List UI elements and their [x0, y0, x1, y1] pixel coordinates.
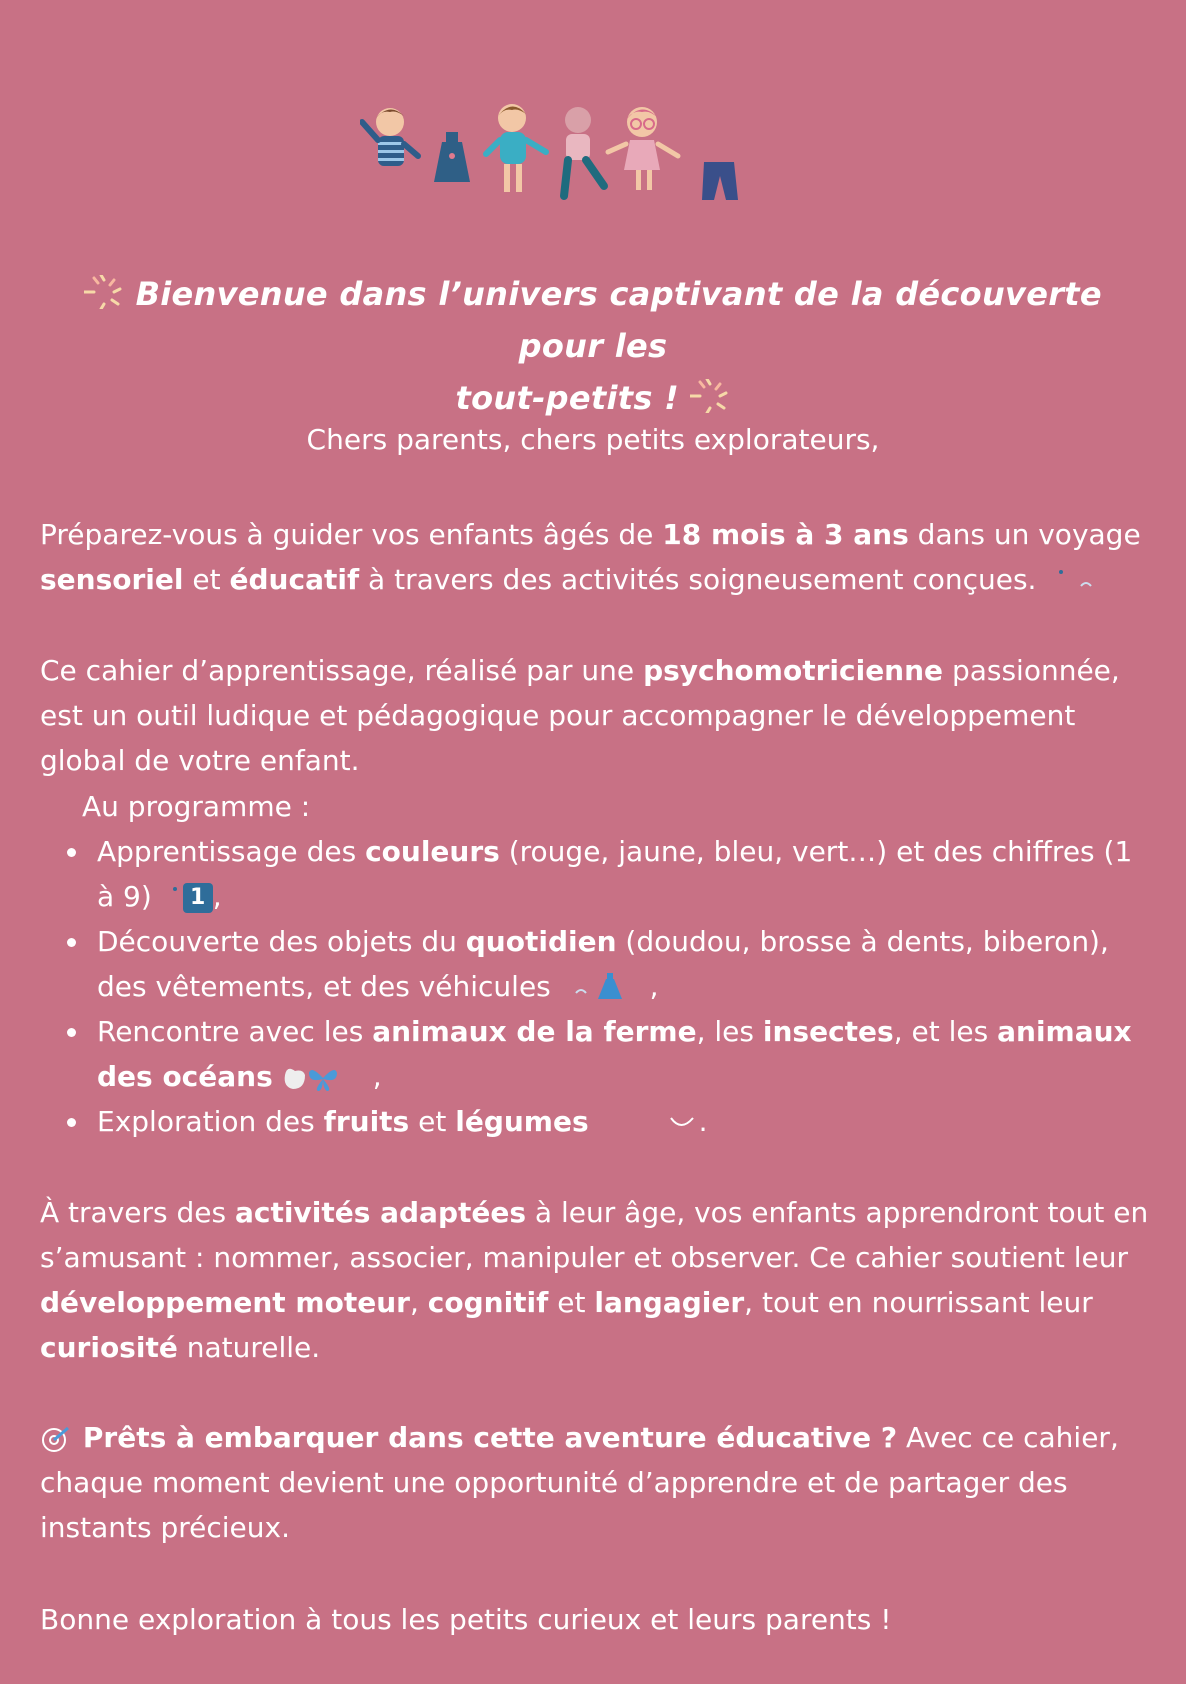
- text: Découverte des objets du: [97, 925, 466, 958]
- greeting: Chers parents, chers petits explorateurs,: [306, 423, 880, 456]
- bold-text: couleurs: [365, 835, 500, 868]
- intro-paragraph: [40, 512, 1150, 602]
- bold-text: 18 mois à 3 ans: [662, 518, 909, 551]
- number-one-badge: 1: [183, 883, 213, 913]
- text: Exploration des: [97, 1105, 324, 1138]
- text: Préparez-vous à guider vos enfants âgés de: [40, 518, 663, 551]
- fruit-icon: [589, 1108, 699, 1138]
- text: naturelle.: [177, 1331, 321, 1364]
- list-item: [97, 829, 1152, 919]
- closing-text: Bonne exploration à tous les petits curieux et leurs parents !: [40, 1603, 892, 1636]
- bold-text: fruits: [323, 1105, 410, 1138]
- list-item: [97, 1099, 1152, 1144]
- dress-icon: [560, 971, 650, 1005]
- text: passionnée, est un outil ludique et pédagogique pour accompagner le développement global de votre enfant.: [40, 654, 1120, 777]
- programme-label: Au programme :: [82, 790, 311, 823]
- bold-text: curiosité: [40, 1331, 178, 1364]
- prets-paragraph: [40, 1415, 1150, 1550]
- dress-illustration: [434, 132, 470, 182]
- sparkle-icon: [84, 275, 124, 309]
- title-line-2: tout-petits !: [455, 379, 680, 417]
- text: Ce cahier d’apprentissage, réalisé par une: [40, 654, 644, 687]
- text: dans un voyage: [908, 518, 1141, 551]
- child-jeans-icon: [564, 107, 604, 196]
- list-item: [97, 919, 1152, 1009]
- bold-text: animaux des océans: [97, 1015, 1132, 1093]
- text: et: [548, 1286, 595, 1319]
- text: et: [409, 1105, 456, 1138]
- bold-text: développement moteur: [40, 1286, 410, 1319]
- text: et: [183, 563, 230, 596]
- target-icon: [40, 1424, 74, 1454]
- text: Rencontre avec les: [97, 1015, 373, 1048]
- text: À travers des: [40, 1196, 235, 1229]
- title-line-1: Bienvenue dans l’univers captivant de la découverte pour les: [135, 275, 1102, 365]
- text: ,: [372, 1060, 382, 1093]
- bold-text: Prêts à embarquer dans cette aventure éducative ?: [82, 1421, 898, 1454]
- pants-illustration: [702, 162, 738, 200]
- child-striped-icon: [362, 108, 418, 166]
- text: à leur âge, vos enfants apprendront tout en s’amusant : nommer, associer, manipuler et observer. Ce cahier soutient leur: [40, 1196, 1149, 1274]
- bold-text: légumes: [455, 1105, 589, 1138]
- text: ,: [409, 1286, 428, 1319]
- child-glasses-icon: [608, 107, 678, 190]
- child-teal-icon: [486, 104, 546, 192]
- text: ,: [212, 880, 222, 913]
- text: ,: [649, 970, 659, 1003]
- bold-text: sensoriel: [40, 563, 184, 596]
- bold-text: quotidien: [465, 925, 617, 958]
- text: (doudou, brosse à dents, biberon), des vêtements, et des véhicules: [97, 925, 1109, 1003]
- text: Apprentissage des: [97, 835, 366, 868]
- bold-text: insectes: [762, 1015, 894, 1048]
- text: à travers des activités soigneusement conçues.: [359, 563, 1037, 596]
- bold-text: activités adaptées: [235, 1196, 527, 1229]
- sparkle-icon: [690, 379, 730, 413]
- cahier-paragraph: [40, 648, 1150, 783]
- programme-list: [40, 829, 1152, 1144]
- list-item: [97, 1009, 1152, 1099]
- bold-text: cognitif: [427, 1286, 549, 1319]
- text: .: [698, 1105, 708, 1138]
- text: , tout en nourrissant leur: [744, 1286, 1093, 1319]
- activites-paragraph: [40, 1190, 1150, 1370]
- children-illustration: [360, 100, 810, 230]
- text: (rouge, jaune, bleu, vert…) et des chiffres (1 à 9): [97, 835, 1133, 913]
- text: Avec ce cahier, chaque moment devient une opportunité d’apprendre et de partager des instants précieux.: [40, 1421, 1119, 1544]
- bold-text: psychomotricienne: [643, 654, 944, 687]
- text: , et les: [893, 1015, 998, 1048]
- text: , les: [696, 1015, 763, 1048]
- bird-butterfly-icon: [273, 1061, 373, 1095]
- bold-text: éducatif: [229, 563, 360, 596]
- bold-text: langagier: [594, 1286, 745, 1319]
- bold-text: animaux de la ferme: [372, 1015, 697, 1048]
- small-emoji-icon: [161, 883, 183, 913]
- page-title: [40, 268, 1146, 424]
- small-emoji-icon: [1045, 566, 1095, 596]
